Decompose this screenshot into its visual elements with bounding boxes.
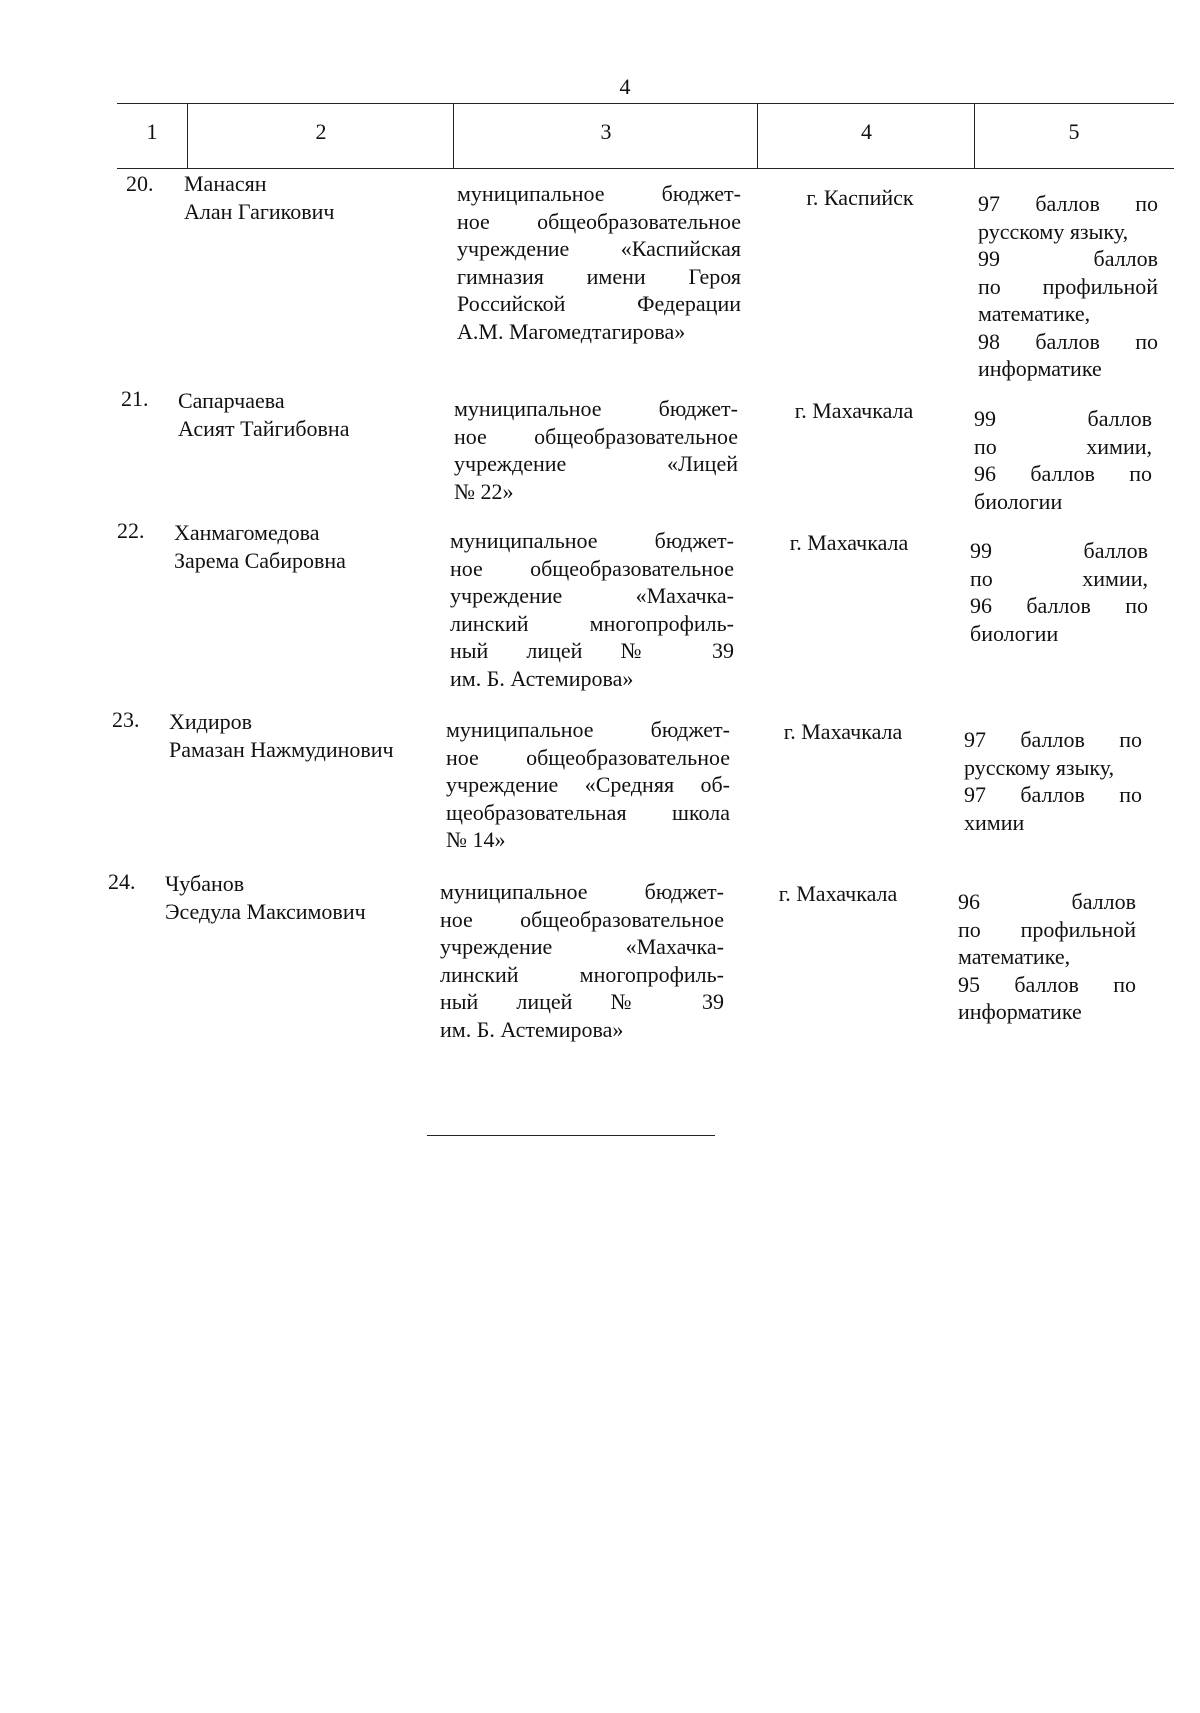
score-line: 96 баллов по [970, 593, 1148, 618]
given-names: Зарема Сабировна [174, 547, 346, 573]
given-names: Алан Гагикович [184, 198, 335, 224]
row-number: 21. [121, 386, 149, 411]
scores [974, 405, 1152, 515]
org-line: ное общеобразовательное [457, 208, 741, 234]
given-names: Асият Тайгибовна [178, 415, 350, 441]
org-line: № 22» [454, 478, 514, 504]
score-line: информатике [978, 356, 1102, 381]
organization [440, 878, 724, 1043]
score-line: математике, [958, 944, 1071, 969]
scores [978, 190, 1158, 383]
header-col-4: 4 [757, 104, 975, 168]
header-col-2: 2 [187, 104, 454, 168]
score-line: русскому языку, [978, 218, 1129, 244]
score-line: по профильной [978, 273, 1158, 299]
person-name [174, 519, 346, 574]
city: г. Каспийск [806, 185, 914, 210]
score-line: биологии [974, 488, 1063, 514]
org-line: гимназия имени Героя [457, 263, 741, 289]
org-line: муниципальное бюджет- [446, 717, 730, 742]
org-line: муниципальное бюджет- [454, 396, 738, 421]
score-line: 97 баллов по [964, 782, 1142, 807]
page-number: 4 [619, 74, 631, 99]
score-line: биологии [970, 620, 1059, 646]
header-col-3: 3 [453, 104, 758, 168]
org-line: учреждение «Каспийская [457, 236, 741, 261]
person-name [169, 708, 394, 763]
score-line: 99 баллов [970, 538, 1148, 563]
org-line: ное общеобразовательное [450, 555, 734, 581]
score-line: по химии, [974, 433, 1152, 459]
score-line: химии [964, 809, 1025, 835]
table-header [117, 103, 1174, 169]
header-col-5: 5 [974, 104, 1173, 168]
city: г. Махачкала [778, 881, 898, 906]
org-line: им. Б. Астемирова» [450, 665, 634, 691]
org-line: учреждение «Махачка- [450, 583, 734, 608]
surname: Ханмагомедова [174, 520, 320, 545]
org-line: ное общеобразовательное [446, 744, 730, 770]
row-number: 23. [112, 707, 140, 732]
org-line: ное общеобразовательное [454, 423, 738, 449]
score-line: по химии, [970, 565, 1148, 591]
scores [958, 888, 1136, 1026]
city: г. Махачкала [783, 719, 903, 744]
given-names: Рамазан Нажмудинович [169, 736, 394, 762]
score-line: 99 баллов [974, 406, 1152, 431]
person-name [178, 387, 349, 442]
scores [964, 726, 1142, 836]
org-line: А.М. Магомедтагирова» [457, 318, 686, 344]
end-of-table-rule [427, 1135, 715, 1136]
org-line: им. Б. Астемирова» [440, 1016, 624, 1042]
org-line: муниципальное бюджет- [440, 879, 724, 904]
score-line: русскому языку, [964, 754, 1115, 780]
org-line: линский многопрофиль- [450, 610, 734, 636]
score-line: 97 баллов по [978, 191, 1158, 216]
city: г. Махачкала [789, 530, 909, 555]
score-line: 96 баллов по [974, 461, 1152, 486]
org-line: ный лицей № 39 [450, 638, 734, 663]
org-line: муниципальное бюджет- [450, 528, 734, 553]
org-line: учреждение «Махачка- [440, 934, 724, 959]
city: г. Махачкала [794, 398, 914, 423]
score-line: 95 баллов по [958, 971, 1136, 997]
org-line: учреждение «Средняя об- [446, 772, 730, 797]
score-line: 96 баллов [958, 889, 1136, 914]
header-col-1: 1 [146, 119, 158, 144]
organization [454, 395, 738, 505]
score-line: 99 баллов [978, 246, 1158, 271]
given-names: Эседула Максимович [165, 898, 366, 924]
score-line: 98 баллов по [978, 328, 1158, 354]
org-line: № 14» [446, 827, 506, 852]
org-line: щеобразовательная школа [446, 799, 730, 825]
row-number: 20. [126, 171, 154, 196]
surname: Чубанов [165, 871, 245, 896]
organization [446, 716, 730, 854]
row-number: 22. [117, 518, 145, 543]
score-line: по профильной [958, 916, 1136, 942]
score-line: 97 баллов по [964, 727, 1142, 752]
organization [457, 180, 741, 345]
org-line: ное общеобразовательное [440, 906, 724, 932]
person-name [165, 870, 366, 925]
org-line: линский многопрофиль- [440, 961, 724, 987]
organization [450, 527, 734, 692]
org-line: ный лицей № 39 [440, 989, 724, 1014]
person-name [184, 170, 334, 225]
row-number: 24. [108, 869, 136, 894]
org-line: учреждение «Лицей [454, 451, 738, 476]
surname: Манасян [184, 171, 267, 196]
score-line: математике, [978, 301, 1091, 326]
scores [970, 537, 1148, 647]
org-line: муниципальное бюджет- [457, 181, 741, 206]
surname: Сапарчаева [178, 388, 285, 413]
score-line: информатике [958, 999, 1082, 1024]
org-line: Российской Федерации [457, 291, 741, 316]
surname: Хидиров [169, 709, 253, 734]
